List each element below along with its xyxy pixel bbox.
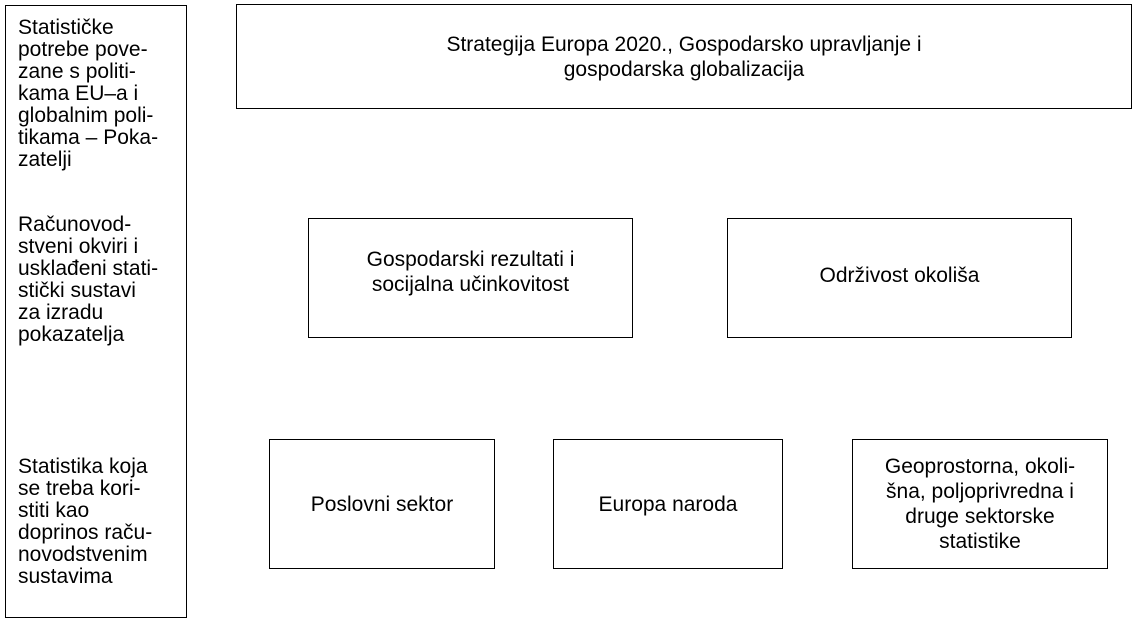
level-policy-needs: Statističke potrebe pove- zane s politi- kama EU–a i globalnim poli- tikama – Poka- zatelji <box>18 16 159 171</box>
level-accounting-frameworks: Računovod- stveni okviri i usklađeni stati- stički sustavi za izradu pokazatelja <box>18 213 159 346</box>
geospatial-box <box>852 439 1108 569</box>
strategy-line-1: Strategija Europa 2020., Gospodarsko upravljanje i <box>446 32 922 56</box>
environment-label: Održivost okoliša <box>819 263 980 287</box>
geospatial-line-1: Geoprostorna, okoli- <box>884 455 1076 478</box>
strategy-line-2: gospodarska globalizacija <box>563 57 805 81</box>
economic-line-1: Gospodarski rezultati i <box>366 248 575 271</box>
environment-box <box>727 218 1072 338</box>
economic-performance-box <box>308 218 633 338</box>
level-statistics-input: Statistika koja se treba kori- stiti kao doprinos raču- novodstvenim sustavima <box>18 455 153 588</box>
geospatial-line-3: druge sektorske <box>905 505 1055 528</box>
levels-sidebar <box>5 5 187 618</box>
business-sector-box <box>269 439 495 569</box>
geospatial-line-4: statistike <box>939 530 1021 553</box>
geospatial-line-2: šna, poljoprivredna i <box>886 480 1074 503</box>
europe-people-label: Europa naroda <box>598 492 738 516</box>
business-sector-label: Poslovni sektor <box>310 492 454 516</box>
strategy-box <box>236 4 1132 109</box>
economic-line-2: socijalna učinkovitost <box>371 273 570 296</box>
europe-people-box <box>553 439 783 569</box>
